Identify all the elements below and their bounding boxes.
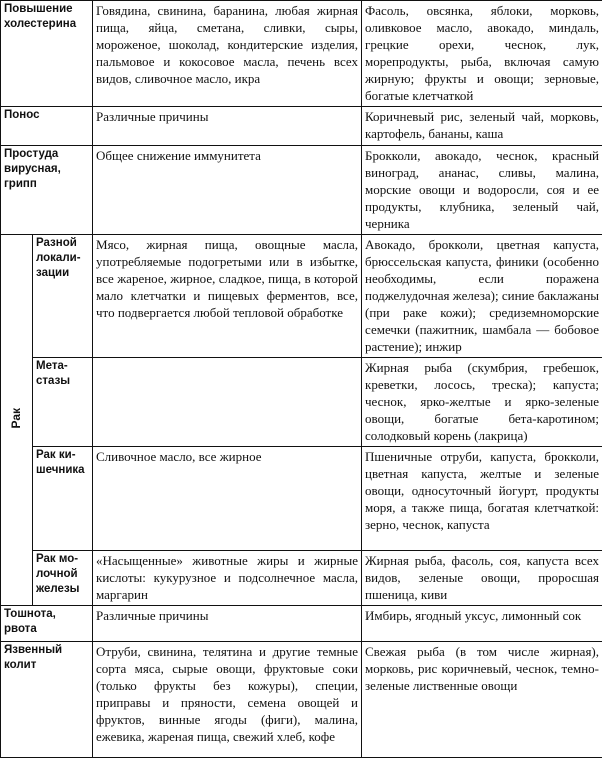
condition-line: Тошнота, (4, 607, 89, 622)
row-cancer-various (1, 235, 602, 358)
condition-cholesterol (1, 1, 93, 107)
cancer-group-label (1, 235, 33, 606)
row-cancer-breast (1, 551, 602, 606)
causes-cancer-breast: «Насыщенные» животные жиры и жирные кислоты: кукурузное и подсолнечное масла, маргарин (93, 551, 362, 606)
condition-line: Понос (4, 108, 89, 123)
helps-cancer-intestine: Пшеничные отруби, капуста, брокколи, цветная капуста, желтые и зеленые овощи, односуточный йогурт, продукты моря, а также пища, богатая клетчаткой: зерно, чеснок, капуста (362, 447, 602, 551)
condition-line: Рак ки- (36, 448, 89, 463)
condition-line: Повышение (4, 2, 89, 17)
row-nausea (1, 606, 602, 642)
condition-cold (1, 146, 93, 235)
condition-line: железы (36, 582, 89, 597)
row-colitis (1, 642, 602, 758)
helps-cancer-metastases: Жирная рыба (скумбрия, гребешок, креветки, лосось, треска); капуста; чеснок, ярко-желтые и ярко-зеленые овощи, богатые бета-каротином; солодковый корень (лакрица) (362, 358, 602, 447)
helps-nausea: Имбирь, ягодный уксус, лимонный сок (362, 606, 602, 642)
helps-cancer-breast: Жирная рыба, фасоль, соя, капуста всех видов, зеленые овощи, проросшая пшеница, киви (362, 551, 602, 606)
condition-cancer-intestine (33, 447, 93, 551)
condition-line: вирусная, (4, 162, 89, 177)
condition-line: колит (4, 658, 89, 673)
helps-cholesterol: Фасоль, овсянка, яблоки, морковь, оливковое масло, авокадо, миндаль, грецкие орехи, чеснок, лук, морепродукты, рыба, включая самую жирную; фрукты и овощи; зерновые, богатые клетчаткой (362, 1, 602, 107)
causes-colitis: Отруби, свинина, телятина и другие темные сорта мяса, сырые овощи, фруктовые соки (только фрукты без кожуры), специи, приправы и пряности, семена овощей и фруктов, винные ягоды (фиги), малина, ежевика, жареная пища, свежий хлеб, кофе (93, 642, 362, 758)
condition-line: Язвенный (4, 643, 89, 658)
row-cancer-intestine (1, 447, 602, 551)
condition-line: шечника (36, 463, 89, 478)
condition-line: грипп (4, 177, 89, 192)
condition-colitis (1, 642, 93, 758)
causes-cancer-metastases (93, 358, 362, 447)
condition-cancer-metastases (33, 358, 93, 447)
condition-line: Рак мо- (36, 552, 89, 567)
row-cold (1, 146, 602, 235)
condition-line: Мета- (36, 359, 89, 374)
helps-cancer-various: Авокадо, брокколи, цветная капуста, брюссельская капуста, финики (особенно необходимы, если поражена поджелудочная железа); синие баклажаны (при раке кожи); средиземноморские семечки (пажитник, шамбала — бобовое растение); инжир (362, 235, 602, 358)
causes-nausea: Различные причины (93, 606, 362, 642)
causes-diarrhea: Различные причины (93, 107, 362, 146)
condition-line: лочной (36, 567, 89, 582)
condition-cancer-various (33, 235, 93, 358)
condition-diarrhea (1, 107, 93, 146)
condition-line: рвота (4, 622, 89, 637)
condition-nausea (1, 606, 93, 642)
condition-line: холестерина (4, 17, 89, 32)
causes-cold: Общее снижение иммунитета (93, 146, 362, 235)
helps-cold: Брокколи, авокадо, чеснок, красный виноград, ананас, сливы, малина, морские овощи и водоросли, соя и ее продукты, клубника, зеленый чай, черника (362, 146, 602, 235)
condition-line: зации (36, 266, 89, 281)
helps-diarrhea: Коричневый рис, зеленый чай, морковь, картофель, бананы, каша (362, 107, 602, 146)
causes-cancer-intestine: Сливочное масло, все жирное (93, 447, 362, 551)
row-cancer-metastases (1, 358, 602, 447)
condition-line: Простуда (4, 147, 89, 162)
row-cholesterol (1, 1, 602, 107)
cancer-label: Рак (8, 408, 25, 429)
condition-line: Разной (36, 236, 89, 251)
helps-colitis: Свежая рыба (в том числе жирная), морковь, рис коричневый, чеснок, темно-зеленые лиственные овощи (362, 642, 602, 758)
row-diarrhea (1, 107, 602, 146)
causes-cancer-various: Мясо, жирная пища, овощные масла, употребляемые подогретыми или в избытке, все жареное, жирное, сладкое, пища, в которой мало клетчатки и пищевых ферментов, все, что подвергается любой тепловой обработке (93, 235, 362, 358)
condition-cancer-breast (33, 551, 93, 606)
causes-cholesterol: Говядина, свинина, баранина, любая жирная пища, яйца, сметана, сливки, сыры, мороженое, шоколад, кондитерские изделия, пальмовое и кокосовое масла, печень всех видов, сливочное масло, икра (93, 1, 362, 107)
condition-line: локали- (36, 251, 89, 266)
condition-line: стазы (36, 374, 89, 389)
